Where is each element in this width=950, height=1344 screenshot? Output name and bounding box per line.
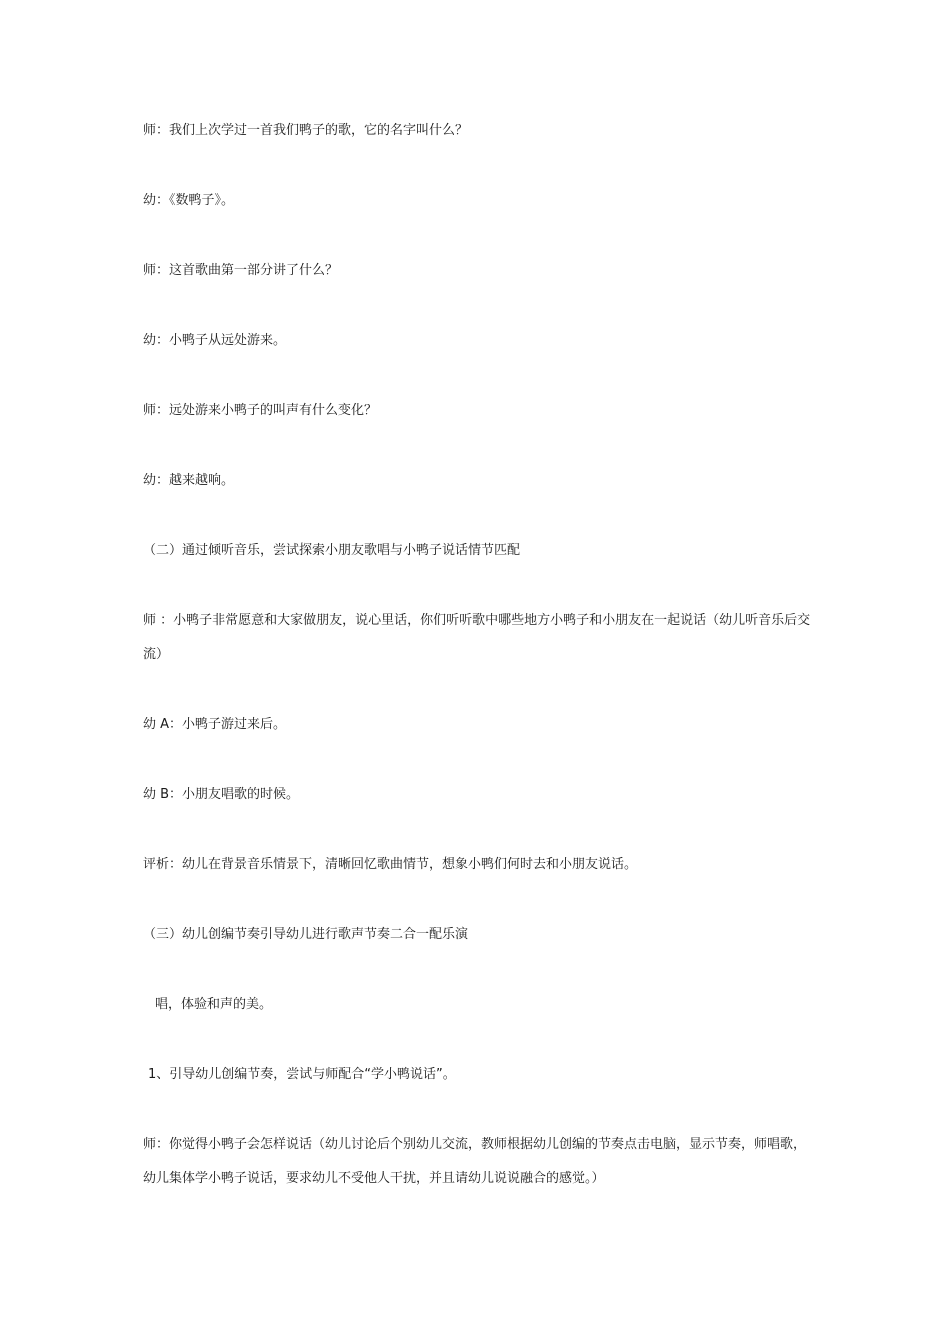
dialogue-child-answer-part-one: 幼：小鸭子从远处游来。 xyxy=(143,333,287,348)
step-one-heading: 1、引导幼儿创编节奏，尝试与师配合“学小鸭说话”。 xyxy=(148,1067,456,1082)
dialogue-teacher-question-song-name: 师：我们上次学过一首我们鸭子的歌，它的名字叫什么？ xyxy=(143,123,469,138)
dialogue-child-answer-song-name: 幼：《数鸭子》。 xyxy=(143,193,235,208)
dialogue-child-a-answer: 幼 A：小鸭子游过来后。 xyxy=(143,717,287,732)
section-heading-three-continued: 唱，体验和声的美。 xyxy=(155,997,273,1012)
dialogue-child-answer-sound: 幼：越来越响。 xyxy=(143,473,235,488)
section-heading-three: （三）幼儿创编节奏引导幼儿进行歌声节奏二合一配乐演 xyxy=(143,927,469,942)
dialogue-teacher-prompt-rhythm: 师：你觉得小鸭子会怎样说话（幼儿讨论后个别幼儿交流，教师根据幼儿创编的节奏点击电脑，显示节奏，师唱歌，幼儿集体学小鸭子说话，要求幼儿不受他人干扰，并且请幼儿说说融合的感觉。） xyxy=(143,1137,807,1186)
section-heading-two: （二）通过倾听音乐，尝试探索小朋友歌唱与小鸭子说话情节匹配 xyxy=(143,543,521,558)
dialogue-teacher-question-sound: 师：远处游来小鸭子的叫声有什么变化？ xyxy=(143,403,378,418)
dialogue-child-b-answer: 幼 B：小朋友唱歌的时候。 xyxy=(143,787,300,802)
dialogue-teacher-prompt-listen: 师 ：小鸭子非常愿意和大家做朋友，说心里话，你们听听歌中哪些地方小鸭子和小朋友在一起说话（幼儿听音乐后交流） xyxy=(143,613,811,662)
evaluation-note: 评析：幼儿在背景音乐情景下，清晰回忆歌曲情节，想象小鸭们何时去和小朋友说话。 xyxy=(143,857,638,872)
dialogue-teacher-question-part-one: 师：这首歌曲第一部分讲了什么？ xyxy=(143,263,339,278)
